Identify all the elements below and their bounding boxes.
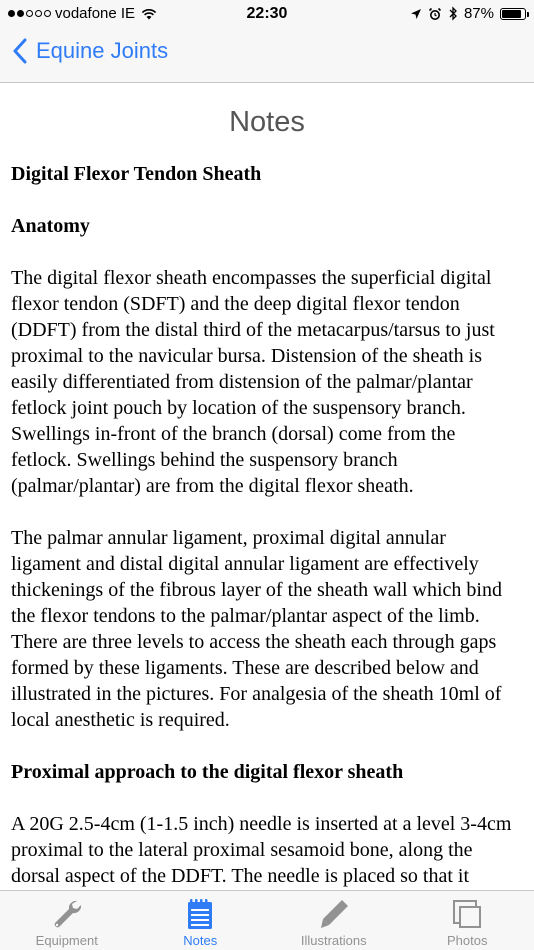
pencil-icon xyxy=(317,897,351,931)
location-arrow-icon xyxy=(410,8,422,20)
back-button-label: Equine Joints xyxy=(36,38,169,63)
tab-photos[interactable] xyxy=(401,891,534,950)
page-title: Notes xyxy=(229,106,305,138)
tab-label: Photos xyxy=(447,933,488,948)
battery-icon xyxy=(500,8,526,20)
status-bar xyxy=(0,0,534,30)
article xyxy=(0,161,534,889)
section-heading-proximal-approach: Proximal approach to the digital flexor sheath xyxy=(11,761,404,783)
status-time: 22:30 xyxy=(246,5,288,22)
notes-content[interactable] xyxy=(0,83,534,891)
battery-percentage: 87% xyxy=(463,5,494,22)
back-button[interactable] xyxy=(12,38,168,64)
status-right xyxy=(410,5,526,22)
tab-label: Notes xyxy=(183,933,218,948)
tab-bar xyxy=(0,890,534,950)
tab-label: Equipment xyxy=(35,933,98,948)
paragraph: The palmar annular ligament, proximal digital annular ligament and distal digital annular ligament are effectively thickenings of the fibrous layer of the sheath wall which bind the flexor tendons to the palmar/plantar aspect of the limb. There are three levels to access the sheath each through gaps formed by these ligaments. These are described below and illustrated in the pictures. For analgesia of the sheath 10ml of local anesthetic is required. xyxy=(11,527,502,731)
alarm-clock-icon xyxy=(428,7,442,21)
paragraph: A 20G 2.5-4cm (1-1.5 inch) needle is inserted at a level 3-4cm proximal to the lateral proximal sesamoid bone, along the dorsal aspect of the DDFT. The needle is placed so that it xyxy=(11,813,512,887)
tab-equipment[interactable] xyxy=(0,891,134,950)
tab-illustrations[interactable] xyxy=(267,891,401,950)
carrier-name: vodafone IE xyxy=(55,5,136,22)
section-heading-anatomy: Anatomy xyxy=(11,215,90,237)
photos-icon xyxy=(450,897,484,931)
bluetooth-icon xyxy=(448,6,458,21)
notepad-icon xyxy=(183,897,217,931)
wrench-icon xyxy=(50,897,84,931)
chevron-left-icon xyxy=(12,38,28,64)
article-heading: Digital Flexor Tendon Sheath xyxy=(11,163,262,185)
navigation-bar xyxy=(0,30,534,83)
paragraph: The digital flexor sheath encompasses the superficial digital flexor tendon (SDFT) and the deep digital flexor tendon (DDFT) from the distal third of the metacarpus/tarsus to just proximal to the navicular bursa. Distension of the sheath is easily differentiated from distension of the palmar/plantar fetlock joint pouch by location of the suspensory branch. Swellings in-front of the branch (dorsal) come from the fetlock. Swellings behind the suspensory branch (palmar/plantar) are from the digital flexor sheath. xyxy=(11,267,495,497)
tab-label: Illustrations xyxy=(300,933,367,948)
tab-notes[interactable] xyxy=(134,891,268,950)
